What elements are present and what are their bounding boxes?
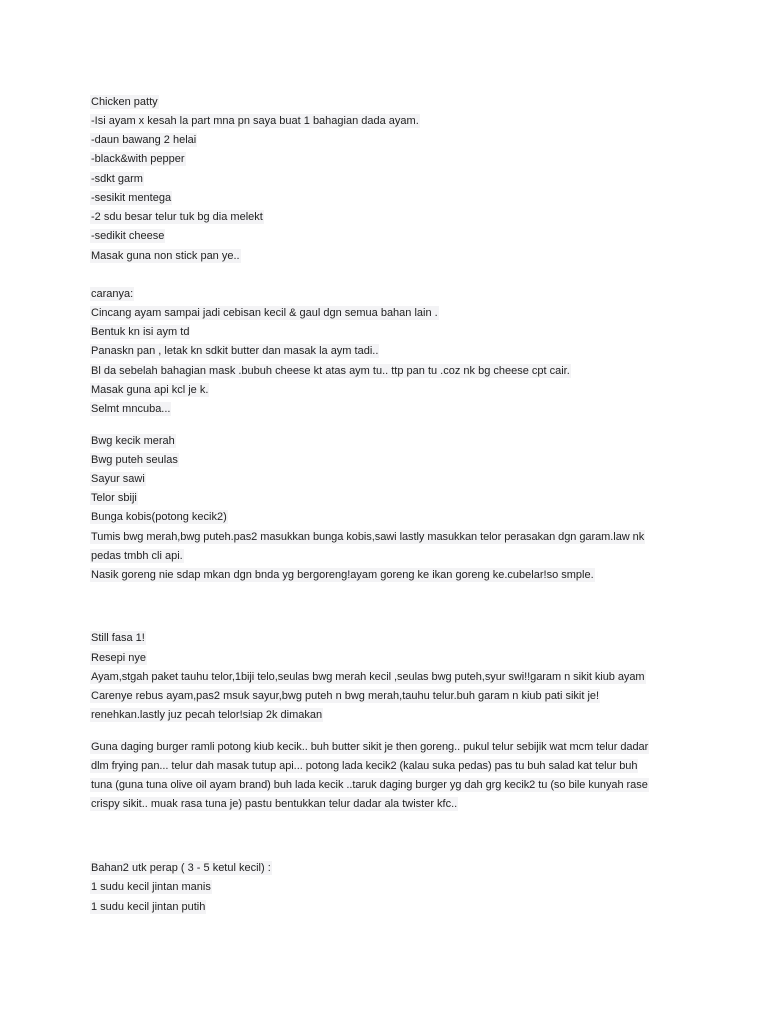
text-line: -2 sdu besar telur tuk bg dia melekt [91, 211, 263, 223]
text-line: -daun bawang 2 helai [91, 134, 197, 146]
text-line: Masak guna non stick pan ye.. [91, 250, 240, 262]
text-line: Still fasa 1! [91, 632, 145, 644]
text-line: Panaskn pan , letak kn sdkit butter dan masak la aym tadi.. [91, 345, 379, 357]
text-line: Masak guna api kcl je k. [91, 384, 209, 396]
text-line: Ayam,stgah paket tauhu telor,1biji telo,seulas bwg merah kecil ,seulas bwg puteh,syur swi!!garam n sikit kiub ayam [91, 671, 645, 683]
text-line: crispy sikit.. muak rasa tuna je) pastu bentukkan telur dadar ala twister kfc.. [91, 798, 458, 810]
text-line: -black&with pepper [91, 153, 185, 165]
text-line: pedas tmbh cli api. [91, 550, 183, 562]
text-line: -sdkt garm [91, 173, 143, 185]
text-line: 1 sudu kecil jintan manis [91, 881, 211, 893]
text-line: renehkan.lastly juz pecah telor!siap 2k dimakan [91, 709, 323, 721]
text-line: caranya: [91, 288, 134, 300]
text-line: Carenye rebus ayam,pas2 msuk sayur,bwg puteh n bwg merah,tauhu telur.buh garam n kiub pati sikit je! [91, 690, 600, 702]
text-line: -sedikit cheese [91, 230, 165, 242]
text-line: -sesikit mentega [91, 192, 172, 204]
text-line: Selmt mncuba... [91, 403, 171, 415]
text-line: Sayur sawi [91, 473, 145, 485]
text-line: Bwg kecik merah [91, 435, 175, 447]
text-line: Bahan2 utk perap ( 3 - 5 ketul kecil) : [91, 862, 271, 874]
text-line: 1 sudu kecil jintan putih [91, 901, 206, 913]
text-line: Telor sbiji [91, 492, 137, 504]
text-line: tuna (guna tuna olive oil ayam brand) buh lada kecik ..taruk daging burger yg dah grg kecik2 tu (so bile kunyah rase [91, 779, 648, 791]
text-line: -Isi ayam x kesah la part mna pn saya buat 1 bahagian dada ayam. [91, 115, 419, 127]
text-line: Chicken patty [91, 96, 158, 108]
text-line: Resepi nye [91, 652, 147, 664]
text-line: Bentuk kn isi aym td [91, 326, 190, 338]
text-line: Bwg puteh seulas [91, 454, 178, 466]
text-line: Bunga kobis(potong kecik2) [91, 511, 227, 523]
text-line: Guna daging burger ramli potong kiub kecik.. buh butter sikit je then goreng.. pukul telur sebijik wat mcm telur dadar [91, 741, 649, 753]
text-line: Cincang ayam sampai jadi cebisan kecil & gaul dgn semua bahan lain . [91, 307, 438, 319]
text-line: Nasik goreng nie sdap mkan dgn bnda yg bergoreng!ayam goreng ke ikan goreng ke.cubelar!so smple. [91, 569, 594, 581]
text-line: Tumis bwg merah,bwg puteh.pas2 masukkan bunga kobis,sawi lastly masukkan telor perasakan dgn garam.law nk [91, 531, 645, 543]
text-line: dlm frying pan... telur dah masak tutup api... potong lada kecik2 (kalau suka pedas) pas tu buh salad kat telur buh [91, 760, 638, 772]
text-line: Bl da sebelah bahagian mask .bubuh cheese kt atas aym tu.. ttp pan tu .coz nk bg cheese cpt cair. [91, 365, 570, 377]
